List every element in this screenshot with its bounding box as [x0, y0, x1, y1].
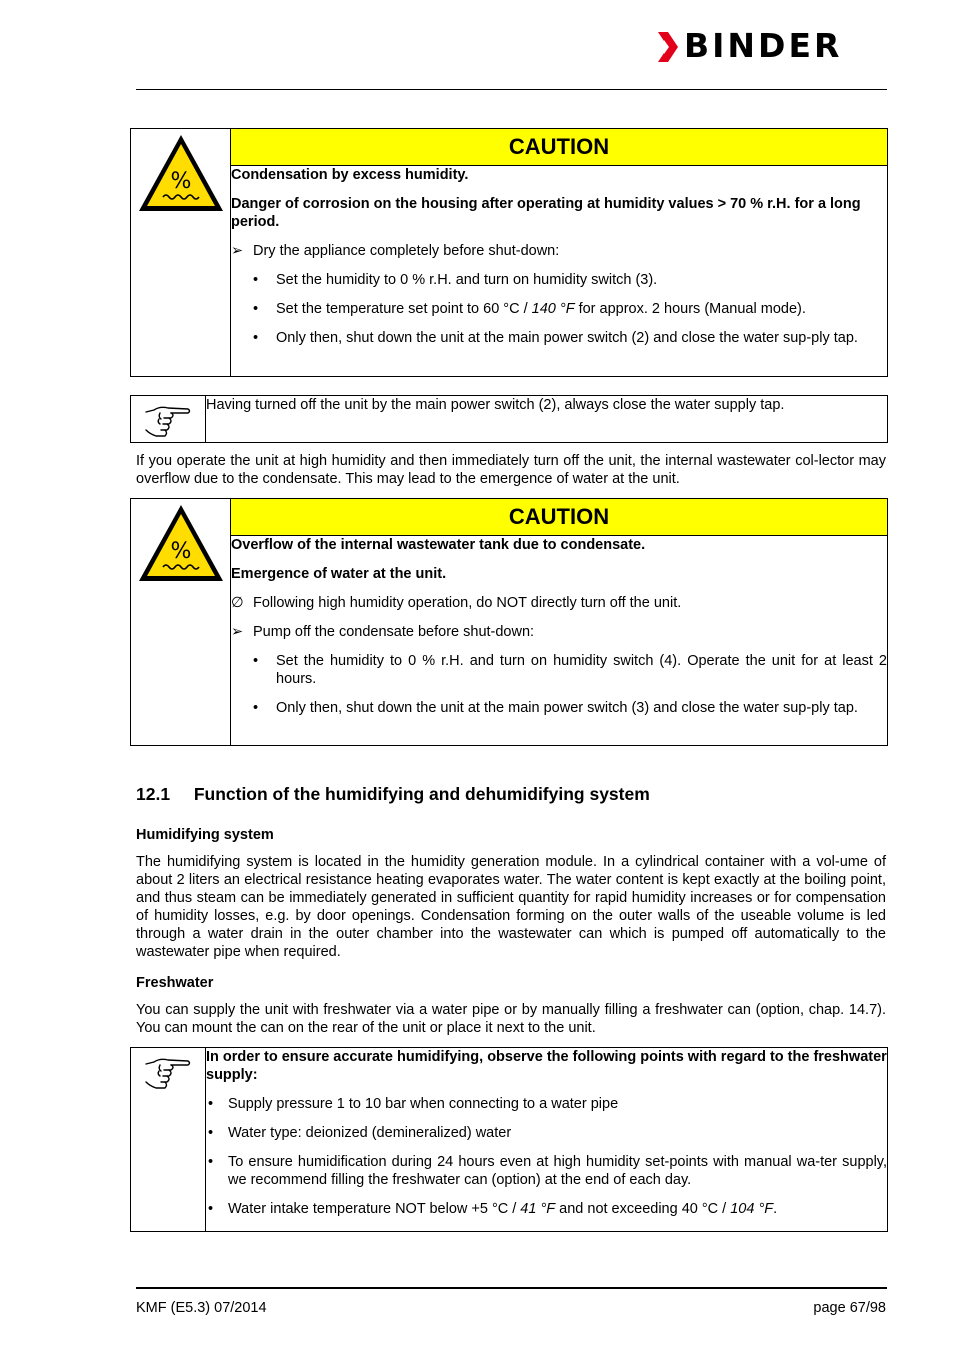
list-item [206, 1124, 887, 1142]
note-icon-cell [131, 396, 206, 443]
list-item [206, 1153, 887, 1189]
caution-content-1 [231, 166, 888, 377]
caution-heading-2: CAUTION [231, 499, 888, 536]
instruction-text: Dry the appliance completely before shut-down: [253, 243, 560, 259]
bullet-icon: • [253, 700, 259, 716]
list-item-text: Water intake temperature NOT below +5 °C / [228, 1201, 521, 1217]
list-item [206, 1200, 887, 1218]
list-item [231, 271, 887, 289]
pointing-hand-icon [144, 400, 192, 440]
bullet-icon: • [208, 1096, 214, 1112]
footer-page-number: page 67/98 [813, 1300, 886, 1316]
list-item-text: and not exceeding 40 °C / [555, 1201, 731, 1217]
instruction-item [231, 242, 887, 260]
header-rule [136, 89, 887, 90]
caution-heading-1: CAUTION [231, 129, 888, 166]
list-item-text: To ensure humidification during 24 hours even at high humidity set-points with manual wa-ter supply, we recommend filling the freshwater can (option) at the end of each day. [228, 1154, 887, 1188]
note-box-1 [130, 395, 888, 443]
svg-text:%: % [170, 169, 191, 194]
note-content-2 [206, 1048, 888, 1232]
list-item-text: Only then, shut down the unit at the main power switch (2) and close the water sup-ply tap. [276, 330, 858, 346]
list-item [231, 652, 887, 688]
note-icon-cell [131, 1048, 206, 1232]
footer-rule [136, 1287, 887, 1289]
list-item-text: Only then, shut down the unit at the main power switch (3) and close the water sup-ply tap. [276, 700, 858, 716]
list-item-text: for approx. 2 hours (Manual mode). [574, 301, 806, 317]
list-item [206, 1095, 887, 1113]
body-paragraph: The humidifying system is located in the humidity generation module. In a cylindrical container with a vol-ume of about 2 liters an electrical resistance heating evaporates water. The water content is kept exactly at the boiling point, and thus steam can be immediately generated in sufficient quantity for rapid humidity increases or for compensation of humidity losses, e.g. by door openings. Condensation forming on the outer walls of the useable volume is led through a water drain in the outer chamber into the wastewater can which is pumped off automatically to the wastewater pipe when required. [136, 854, 886, 960]
bullet-icon: • [253, 653, 259, 669]
caution-line: Overflow of the internal wastewater tank due to condensate. [231, 537, 646, 553]
binder-logo [656, 26, 888, 65]
body-paragraph: If you operate the unit at high humidity and then immediately turn off the unit, the internal wastewater col-lector may overflow due to the condensate. This may lead to the emergence of water at the unit. [136, 453, 886, 487]
prohibition-text: Following high humidity operation, do NOT directly turn off the unit. [253, 595, 682, 611]
svg-text:%: % [170, 539, 191, 564]
logo-arrow-icon [656, 30, 682, 64]
list-item-text-italic: 104 °F [730, 1201, 774, 1217]
note-heading: In order to ensure accurate humidifying, observe the following points with regard to the freshwater supply: [206, 1049, 887, 1083]
bullet-icon: • [208, 1125, 214, 1141]
list-item-text-italic: 140 °F [531, 301, 575, 317]
bullet-icon: • [253, 272, 259, 288]
arrow-icon: ➢ [231, 243, 244, 259]
subheading-freshwater: Freshwater [136, 975, 214, 991]
section-number: 12.1 [136, 784, 171, 804]
humidity-warning-icon [137, 503, 225, 583]
arrow-icon: ➢ [231, 624, 244, 640]
list-item [231, 699, 887, 717]
caution-icon-cell [131, 499, 231, 746]
list-item [231, 329, 887, 347]
note-text: Having turned off the unit by the main power switch (2), always close the water supply tap. [206, 397, 785, 413]
subheading-humidifying: Humidifying system [136, 827, 274, 843]
caution-box-1 [130, 128, 888, 377]
list-item-text: Set the temperature set point to 60 °C / [276, 301, 532, 317]
instruction-item [231, 623, 887, 641]
prohibition-item [231, 594, 887, 612]
list-item-text: Set the humidity to 0 % r.H. and turn on humidity switch (3). [276, 272, 658, 288]
list-item-text: . [773, 1201, 778, 1217]
caution-icon-cell [131, 129, 231, 377]
instruction-text: Pump off the condensate before shut-down: [253, 624, 535, 640]
bullet-icon: • [253, 301, 259, 317]
footer-document-id: KMF (E5.3) 07/2014 [136, 1300, 267, 1316]
list-item-text: Set the humidity to 0 % r.H. and turn on humidity switch (4). Operate the unit for at least 2 hours. [276, 653, 887, 687]
caution-line: Emergence of water at the unit. [231, 566, 447, 582]
section-heading [136, 785, 650, 803]
pointing-hand-icon [144, 1052, 192, 1092]
body-paragraph: You can supply the unit with freshwater via a water pipe or by manually filling a freshwater can (option, chap. 14.7). You can mount the can on the rear of the unit or place it next to the unit. [136, 1002, 886, 1036]
bullet-icon: • [253, 330, 259, 346]
section-title: Function of the humidifying and dehumidifying system [193, 784, 650, 804]
logo-text: BINDER [684, 26, 843, 65]
list-item-text: Water type: deionized (demineralized) water [228, 1125, 512, 1141]
caution-box-2 [130, 498, 888, 746]
note-content-1 [206, 396, 888, 443]
list-item-text-italic: 41 °F [520, 1201, 556, 1217]
note-box-2 [130, 1047, 888, 1232]
caution-line: Condensation by excess humidity. [231, 167, 469, 183]
list-item [231, 300, 887, 318]
caution-content-2 [231, 536, 888, 746]
prohibition-icon: ∅ [231, 595, 244, 611]
bullet-icon: • [208, 1154, 214, 1170]
humidity-warning-icon [137, 133, 225, 213]
bullet-icon: • [208, 1201, 214, 1217]
caution-line: Danger of corrosion on the housing after operating at humidity values > 70 % r.H. for a long period. [231, 196, 861, 230]
list-item-text: Supply pressure 1 to 10 bar when connecting to a water pipe [228, 1096, 619, 1112]
